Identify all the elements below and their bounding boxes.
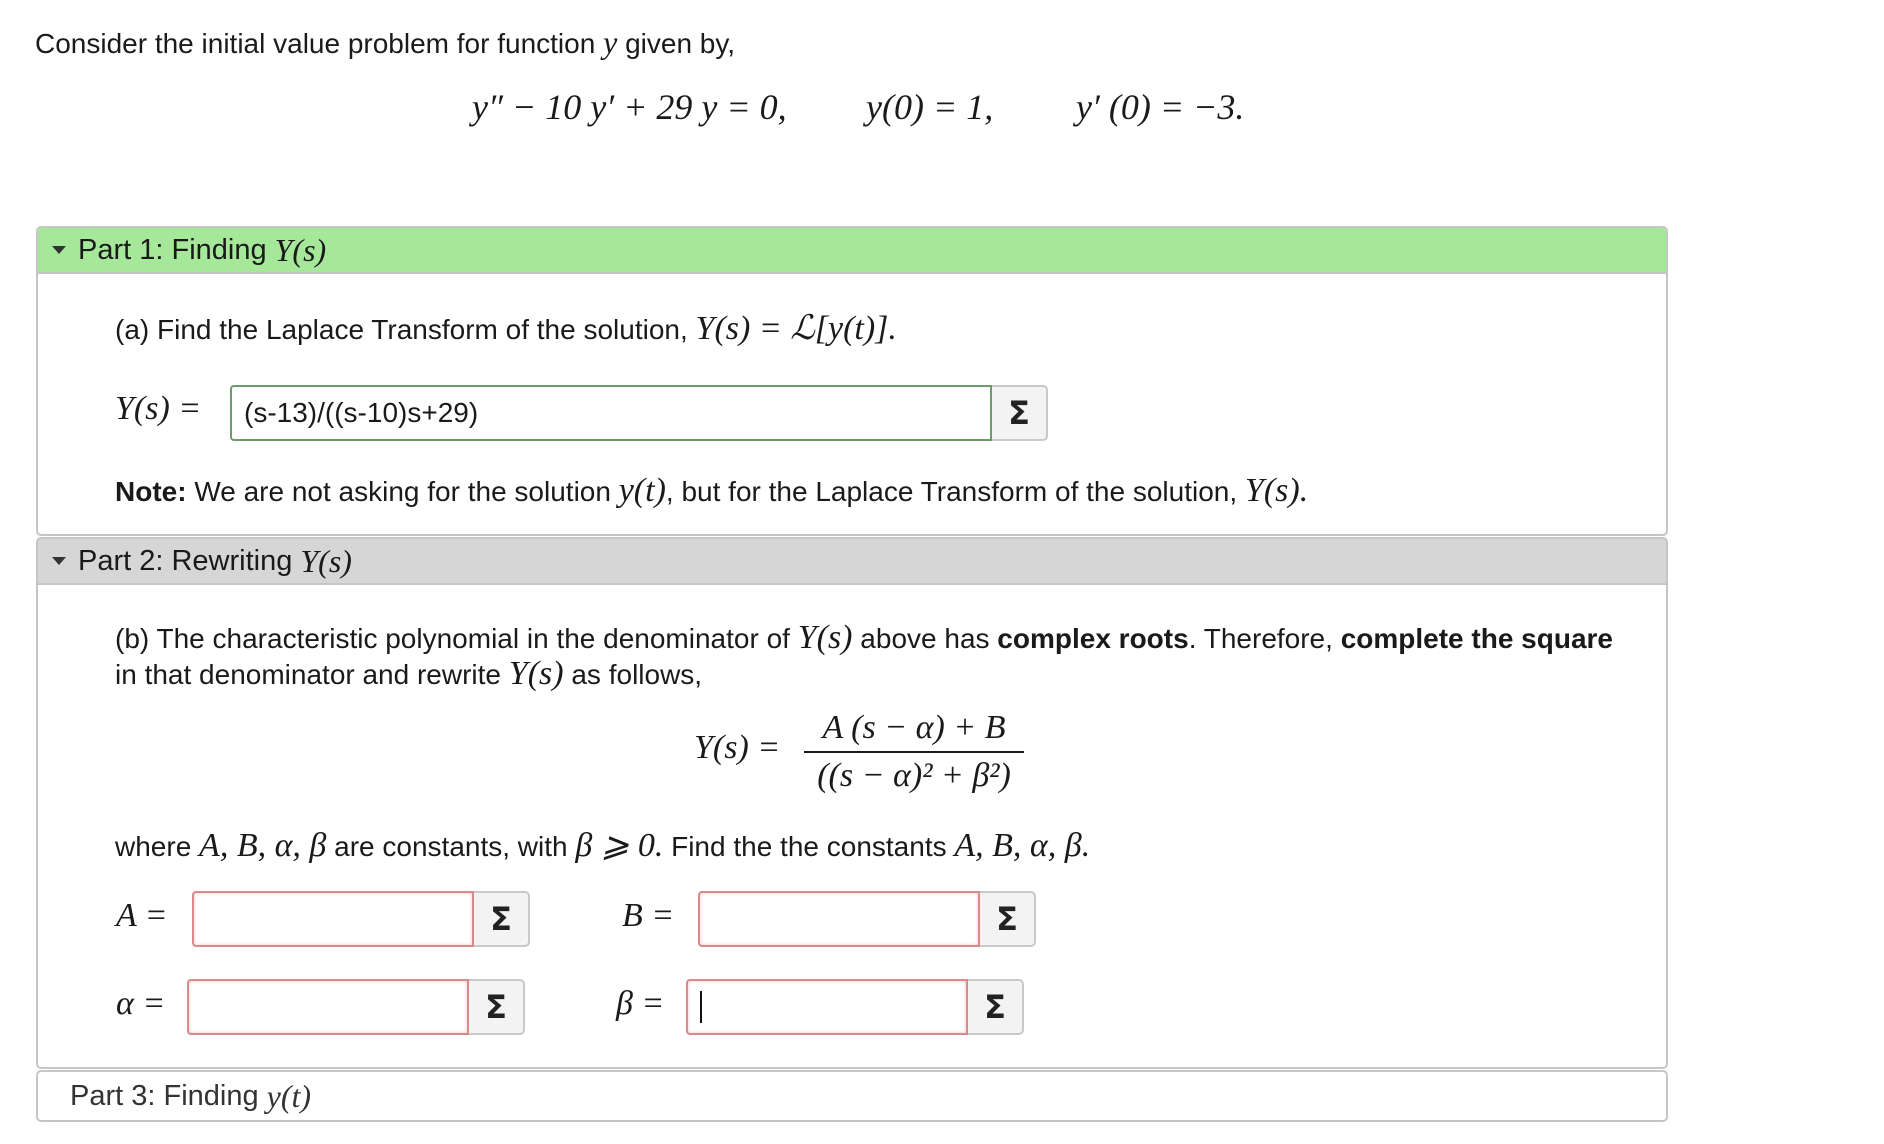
formula-lhs: Y(s) = (694, 729, 781, 766)
formula-numerator: A (s − α) + B (822, 709, 1006, 746)
part-1-header[interactable] (38, 228, 1666, 274)
where-math-2: β ⩾ 0. (575, 827, 664, 864)
beta-input[interactable] (686, 979, 968, 1035)
ys-answer-input[interactable]: (s-13)/((s-10)s+29) (230, 385, 992, 441)
b-math-2: Y(s) (508, 655, 564, 692)
b-text-1: (b) The characteristic polynomial in the denominator of (115, 623, 790, 654)
intro-var: y (603, 24, 618, 60)
part-2-header[interactable] (38, 539, 1666, 585)
sigma-icon[interactable]: Σ (469, 979, 525, 1035)
B-label: B = (622, 897, 675, 934)
part-3-header[interactable] (38, 1072, 1666, 1120)
note-math-2: Y(s). (1244, 472, 1309, 509)
where-math-1: A, B, α, β (199, 827, 327, 864)
note-bold: Note: (115, 476, 187, 507)
part-2-panel (36, 537, 1668, 1069)
B-input[interactable] (698, 891, 980, 947)
b-math-1: Y(s) (797, 619, 853, 656)
part-3-title: Part 3: Finding (70, 1079, 259, 1112)
constants-description (115, 825, 1090, 865)
part-2-title: Part 2: Rewriting (78, 544, 293, 577)
intro-suffix: given by, (625, 28, 736, 59)
where-math-3: A, B, α, β. (954, 827, 1091, 864)
note-math-1: y(t) (618, 472, 666, 509)
note-text-1: We are not asking for the solution (194, 476, 611, 507)
sigma-icon[interactable]: Σ (968, 979, 1024, 1035)
part-1-note (115, 472, 1308, 510)
part-3-panel (36, 1070, 1668, 1122)
alpha-label: α = (116, 985, 166, 1022)
part-2-title-math: Y(s) (300, 542, 352, 579)
b-text-5: as follows, (571, 659, 703, 690)
sigma-icon[interactable]: Σ (474, 891, 530, 947)
b-text-3: . Therefore, (1188, 623, 1333, 654)
b-bold-2: complete the square (1340, 623, 1614, 654)
part-1-title-math: Y(s) (274, 231, 327, 268)
caret-down-icon (52, 557, 66, 565)
problem-intro (35, 24, 735, 61)
part-2-question-line-2 (115, 655, 702, 693)
b-text-2: above has (860, 623, 990, 654)
intro-text: Consider the initial value problem for function (35, 28, 596, 59)
part-1-title: Part 1: Finding (78, 233, 267, 266)
where-text-2: are constants, with (334, 831, 568, 862)
alpha-input[interactable] (187, 979, 469, 1035)
text-cursor (700, 991, 702, 1023)
part-1-panel (36, 226, 1668, 536)
fraction-bar (804, 751, 1024, 753)
A-label: A = (116, 897, 168, 934)
sigma-icon[interactable]: Σ (992, 385, 1048, 441)
question-text: (a) Find the Laplace Transform of the solution, (115, 314, 688, 345)
b-bold-1: complex roots (997, 623, 1189, 654)
ivp-condition-1: y(0) = 1, (866, 87, 994, 127)
question-math: Y(s) = ℒ[y(t)]. (695, 310, 897, 347)
note-text-2: , but for the Laplace Transform of the solution, (665, 476, 1238, 507)
where-text-1: where (115, 831, 192, 862)
beta-label: β = (616, 985, 665, 1022)
formula-fraction (804, 709, 1024, 795)
A-input[interactable] (192, 891, 474, 947)
ivp-equation: y″ − 10 y′ + 29 y = 0, (472, 87, 787, 127)
where-text-3: Find the the constants (671, 831, 947, 862)
ys-label: Y(s) = (115, 390, 202, 427)
part-3-title-math: y(t) (266, 1077, 312, 1114)
b-text-4: in that denominator and rewrite (115, 659, 501, 690)
part-1-question (115, 308, 897, 348)
sigma-icon[interactable]: Σ (980, 891, 1036, 947)
formula-denominator: ((s − α)² + β²) (817, 757, 1011, 794)
ivp-condition-2: y′ (0) = −3. (1076, 87, 1245, 127)
part-2-question-line-1 (115, 619, 1613, 657)
caret-down-icon (52, 246, 66, 254)
